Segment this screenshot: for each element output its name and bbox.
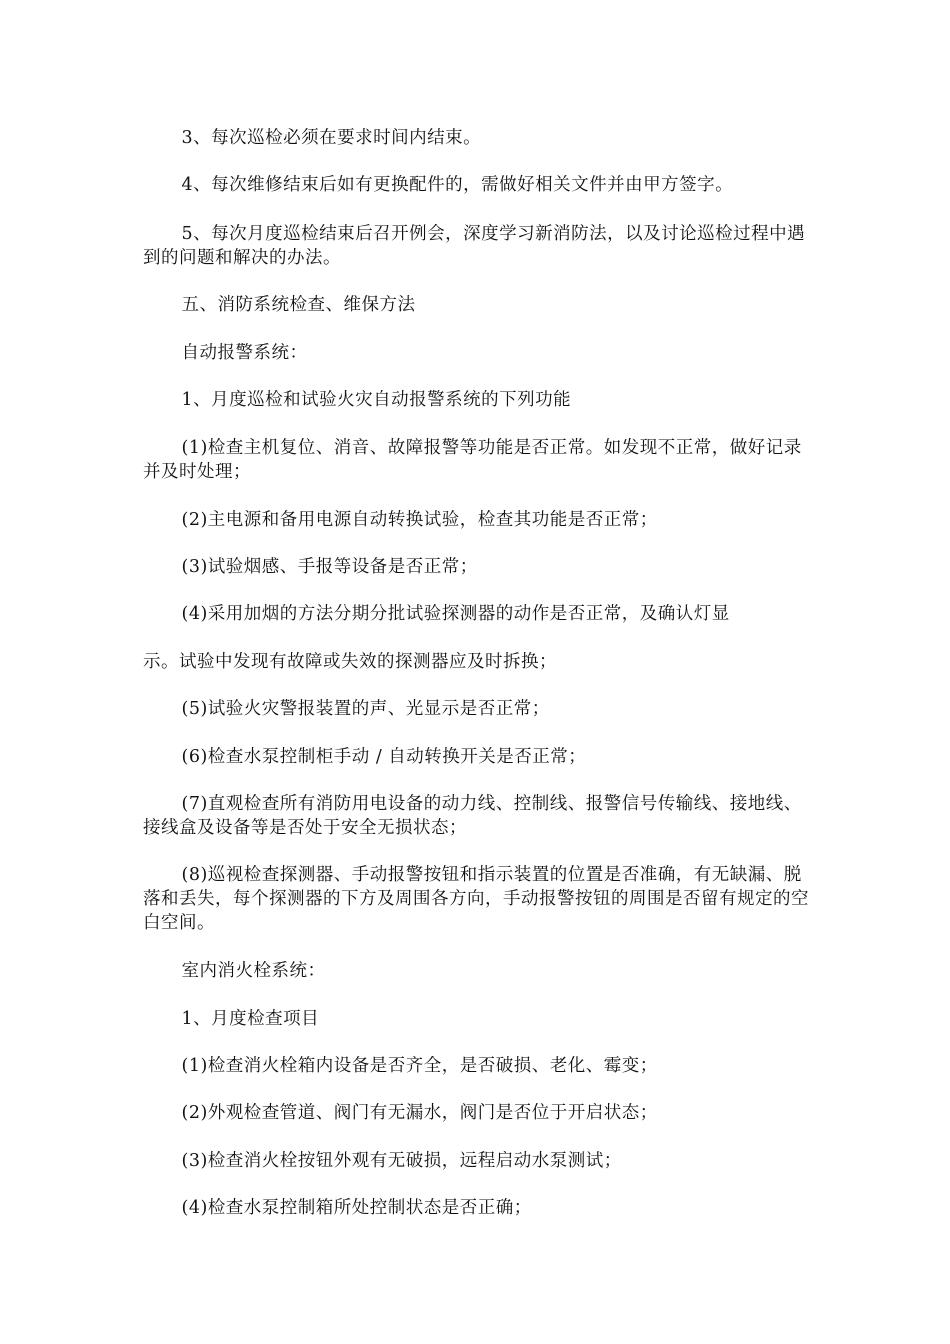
paragraph-alarm-1-6: (6)检查水泵控制柜手动 / 自动转换开关是否正常； [181, 747, 587, 767]
paragraph-alarm-1-4: (4)采用加烟的方法分期分批试验探测器的动作是否正常，及确认灯显 [181, 604, 730, 624]
paragraph-hydrant-1-1: (1)检查消火栓箱内设备是否齐全，是否破损、老化、霉变； [181, 1056, 658, 1076]
paragraph-hydrant-1-3: (3)检查消火栓按钮外观有无破损，远程启动水泵测试； [181, 1151, 622, 1171]
paragraph-alarm-1-7: (7)直观检查所有消防用电设备的动力线、控制线、报警信号传输线、接地线、接线盒及设备等是否处于安全无损状态； [143, 794, 802, 838]
paragraph-hydrant-1-2: (2)外观检查管道、阀门有无漏水，阀门是否位于开启状态； [181, 1103, 658, 1123]
paragraph-hydrant-1-4: (4)检查水泵控制箱所处控制状态是否正确； [181, 1198, 532, 1218]
paragraph-alarm-1-2: (2)主电源和备用电源自动转换试验，检查其功能是否正常； [181, 510, 658, 530]
paragraph-1: 3、每次巡检必须在要求时间内结束。 [181, 128, 482, 148]
paragraph-2: 4、每次维修结束后如有更换配件的，需做好相关文件并由甲方签字。 [181, 175, 734, 195]
subheading-auto-alarm: 自动报警系统： [181, 343, 308, 363]
subheading-hydrant: 室内消火栓系统： [181, 961, 326, 981]
paragraph-alarm-1-4-cont: 示。试验中发现有故障或失效的探测器应及时拆换； [143, 652, 557, 672]
paragraph-alarm-1-1: (1)检查主机复位、消音、故障报警等功能是否正常。如发现不正常，做好记录并及时处理； [143, 438, 802, 482]
section-heading-5: 五、消防系统检查、维保方法 [181, 295, 416, 315]
paragraph-3: 5、每次月度巡检结束后召开例会，深度学习新消防法，以及讨论巡检过程中遇到的问题和解决的办法。 [143, 224, 806, 268]
paragraph-alarm-1-8: (8)巡视检查探测器、手动报警按钮和指示装置的位置是否准确，有无缺漏、脱落和丢失，每个探测器的下方及周围各方向，手动报警按钮的周围是否留有规定的空白空间。 [143, 865, 809, 933]
paragraph-hydrant-1: 1、月度检查项目 [181, 1009, 320, 1029]
paragraph-alarm-1-3: (3)试验烟感、手报等设备是否正常； [181, 557, 478, 577]
paragraph-alarm-1-5: (5)试验火灾警报装置的声、光显示是否正常； [181, 699, 550, 719]
paragraph-alarm-1: 1、月度巡检和试验火灾自动报警系统的下列功能 [181, 390, 572, 410]
